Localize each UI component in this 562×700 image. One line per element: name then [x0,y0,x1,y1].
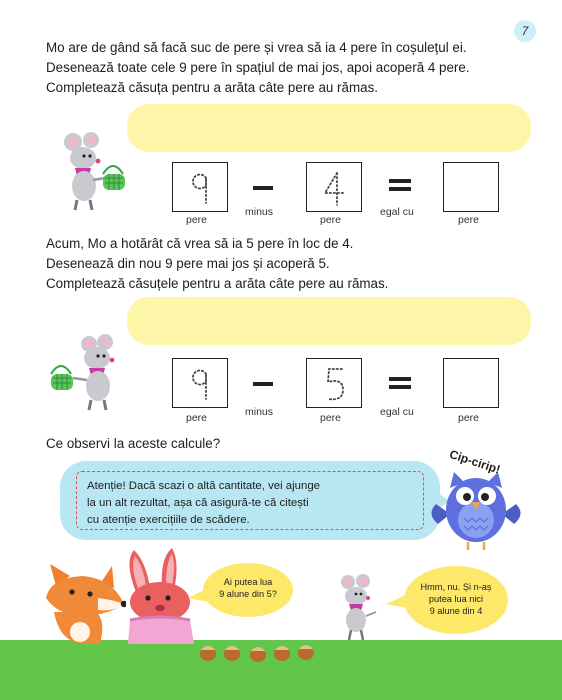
intro-line: Completează căsuța pentru a arăta câte pere au rămas. [46,80,378,95]
intro-line: Mo are de gând să facă suc de pere și vrea să ia 4 pere în coșulețul ei. [46,40,467,55]
second-number-label: pere [320,214,342,226]
equals-label: egal cu [380,206,414,218]
speech-line: Hmm, nu. Și n-aș [420,582,492,592]
question-text [46,434,220,454]
intro-text [46,38,470,98]
tip-dashed-frame [76,471,424,530]
equals-sign [389,179,411,191]
result-box-2[interactable] [443,358,499,408]
minus-sign [253,382,273,386]
second-number-label: pere [320,412,342,424]
first-number-box [172,162,228,212]
speech-line: 9 alune din 4 [429,606,483,616]
first-number-label: pere [186,214,208,226]
result-label: pere [458,214,480,226]
first-number-box [172,358,228,408]
task-line: Desenează din nou 9 pere mai jos și acoperă 5. [46,256,330,271]
tip-line: cu atenție exercițiile de scădere. [87,514,250,526]
first-number-label: pere [186,412,208,424]
speech-bubble-mouse [404,566,508,634]
second-task-text [46,234,388,294]
equals-label: egal cu [380,406,414,418]
result-label: pere [458,412,480,424]
speech-bubble-rabbit [203,563,293,617]
minus-label: minus [245,406,274,418]
speech-tail-icon [188,588,208,604]
tip-box [60,461,440,540]
owl-sound-text: Cip-cirip! [447,447,503,477]
speech-tail-icon [386,594,408,610]
result-box-1[interactable] [443,162,499,212]
question-line: Ce observi la aceste calcule? [46,436,221,451]
second-number-box [306,358,362,408]
tip-text [87,478,320,529]
minus-sign [253,186,273,190]
mouse-with-basket-icon [55,128,135,214]
second-number-box [306,162,362,212]
tip-line: Atenție! Dacă scazi o altă cantitate, vei ajunge [87,480,321,492]
equals-sign [389,377,411,389]
drawing-area-2[interactable] [127,297,531,345]
task-line: Completează căsuțele pentru a arăta câte pere au rămas. [46,276,389,291]
speech-line: Ai putea lua [223,577,273,587]
fox-icon [40,560,126,644]
intro-line: Desenează toate cele 9 pere în spațiul de mai jos, apoi acoperă 4 pere. [46,60,470,75]
tip-line: la un alt rezultat, așa că asigură-te că citești [87,497,309,509]
speech-line: putea lua nici [428,594,484,604]
mouse-icon [330,572,386,642]
drawing-area-1[interactable] [127,104,531,152]
task-line: Acum, Mo a hotărât că vrea să ia 5 pere în loc de 4. [46,236,354,251]
owl-icon [428,462,524,552]
speech-line: 9 alune din 5? [219,589,277,599]
minus-label: minus [245,206,274,218]
hazelnuts-icon [196,640,322,662]
mouse-with-basket-icon [45,330,125,416]
page-number: 7 [514,20,536,42]
